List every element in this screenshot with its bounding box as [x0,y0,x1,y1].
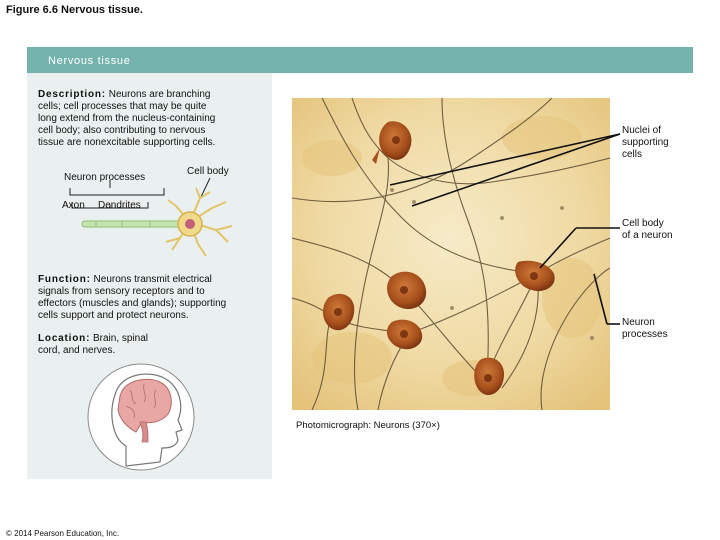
description-line: long extend from the nucleus-containing [38,113,216,124]
label-line: processes [622,329,668,340]
function-line: cells support and protect neurons. [38,310,189,321]
copyright-footer: © 2014 Pearson Education, Inc. [6,529,120,538]
label-line: of a neuron [622,230,673,241]
description-label: Description: [38,89,106,100]
function-line: signals from sensory receptors and to [38,286,205,297]
description-line: cells; cell processes that may be quite [38,101,207,112]
nuclei-supporting-cells-label [622,125,669,161]
figure-title: Figure 6.6 Nervous tissue. [6,4,143,16]
description-line: Neurons are branching [108,89,211,100]
description-line: cell body; also contributing to nervous [38,125,206,136]
label-line: Nuclei of [622,125,661,136]
neuron-processes-label: Neuron processes [64,172,146,183]
leader-line-nuclei-2 [412,134,620,206]
cell-body-label: Cell body [187,166,229,177]
leader-line-nuclei-1 [390,134,620,185]
description-line: tissue are nonexcitable supporting cells. [38,137,216,148]
location-label: Location: [38,333,91,344]
cell-body-neuron-label [622,218,673,242]
label-line: Neuron [622,317,655,328]
label-line: cells [622,149,643,160]
function-label: Function: [38,274,91,285]
function-line: effectors (muscles and glands); supporting [38,298,227,309]
location-line: Brain, spinal [92,333,149,344]
location-line: cord, and nerves. [38,345,116,356]
axon-label: Axon [62,200,85,211]
leader-line-cell-body [540,228,576,268]
micrograph-caption: Photomicrograph: Neurons (370×) [296,420,440,431]
leader-line-processes [594,274,607,324]
label-line: supporting [622,137,669,148]
panel-title: Nervous tissue [48,55,131,67]
label-line: Cell body [622,218,664,229]
dendrites-label: Dendrites [98,200,141,211]
function-line: Neurons transmit electrical [93,274,212,285]
neuron-processes-micro-label [622,317,668,341]
